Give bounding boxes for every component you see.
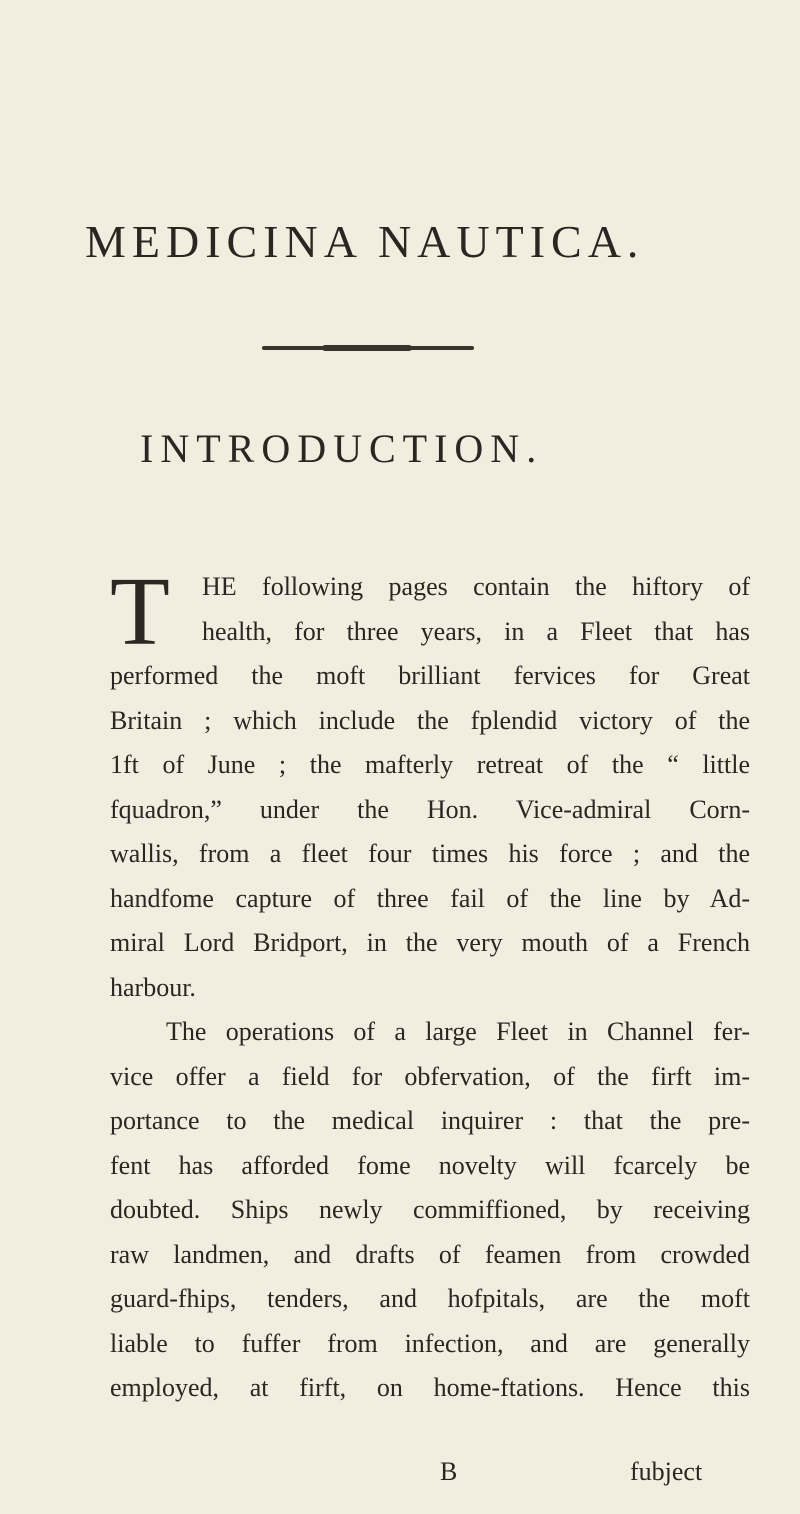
text-line: wallis, from a fleet four times his force ; and the: [110, 839, 750, 868]
paragraph-1: [110, 654, 750, 1010]
section-heading: INTRODUCTION.: [140, 426, 544, 471]
ornamental-rule: [262, 346, 474, 350]
text-line: fent has afforded fome novelty will fcarcely be: [110, 1150, 750, 1180]
text-line: fquadron,” under the Hon. Vice-admiral Corn-: [110, 794, 750, 824]
text-line: performed the moft brilliant fervices for Great: [110, 661, 750, 690]
text-line: harbour.: [110, 972, 196, 1002]
text-line: Britain ; which include the fplendid victory of the: [110, 705, 750, 735]
catchword: fubject: [630, 1457, 703, 1486]
signature-mark: B: [440, 1457, 458, 1486]
running-title: MEDICINA NAUTICA.: [85, 216, 645, 267]
body-text: [110, 558, 750, 1411]
text-line: handfome capture of three fail of the line by Ad-: [110, 883, 750, 913]
text-line: health, for three years, in a Fleet that has: [202, 616, 750, 646]
text-line: vice offer a field for obfervation, of the firft im-: [110, 1061, 750, 1091]
text-line: liable to fuffer from infection, and are generally: [110, 1328, 750, 1358]
text-line: raw landmen, and drafts of feamen from crowded: [110, 1239, 750, 1269]
drop-cap: T: [110, 558, 170, 666]
text-line: employed, at firft, on home-ftations. Hence this: [110, 1373, 750, 1402]
text-line: The operations of a large Fleet in Channel fer-: [166, 1017, 750, 1046]
text-line: portance to the medical inquirer : that the pre-: [110, 1106, 750, 1135]
text-line: 1ft of June ; the mafterly retreat of the “ little: [110, 750, 750, 779]
text-line: doubted. Ships newly commiffioned, by receiving: [110, 1195, 750, 1224]
opening-lines: [110, 565, 750, 654]
paragraph-2: [110, 1010, 750, 1411]
text-line: miral Lord Bridport, in the very mouth of a French: [110, 928, 750, 957]
text-line: guard-fhips, tenders, and hofpitals, are the moft: [110, 1284, 750, 1313]
text-line: HE following pages contain the hiftory of: [202, 572, 750, 601]
